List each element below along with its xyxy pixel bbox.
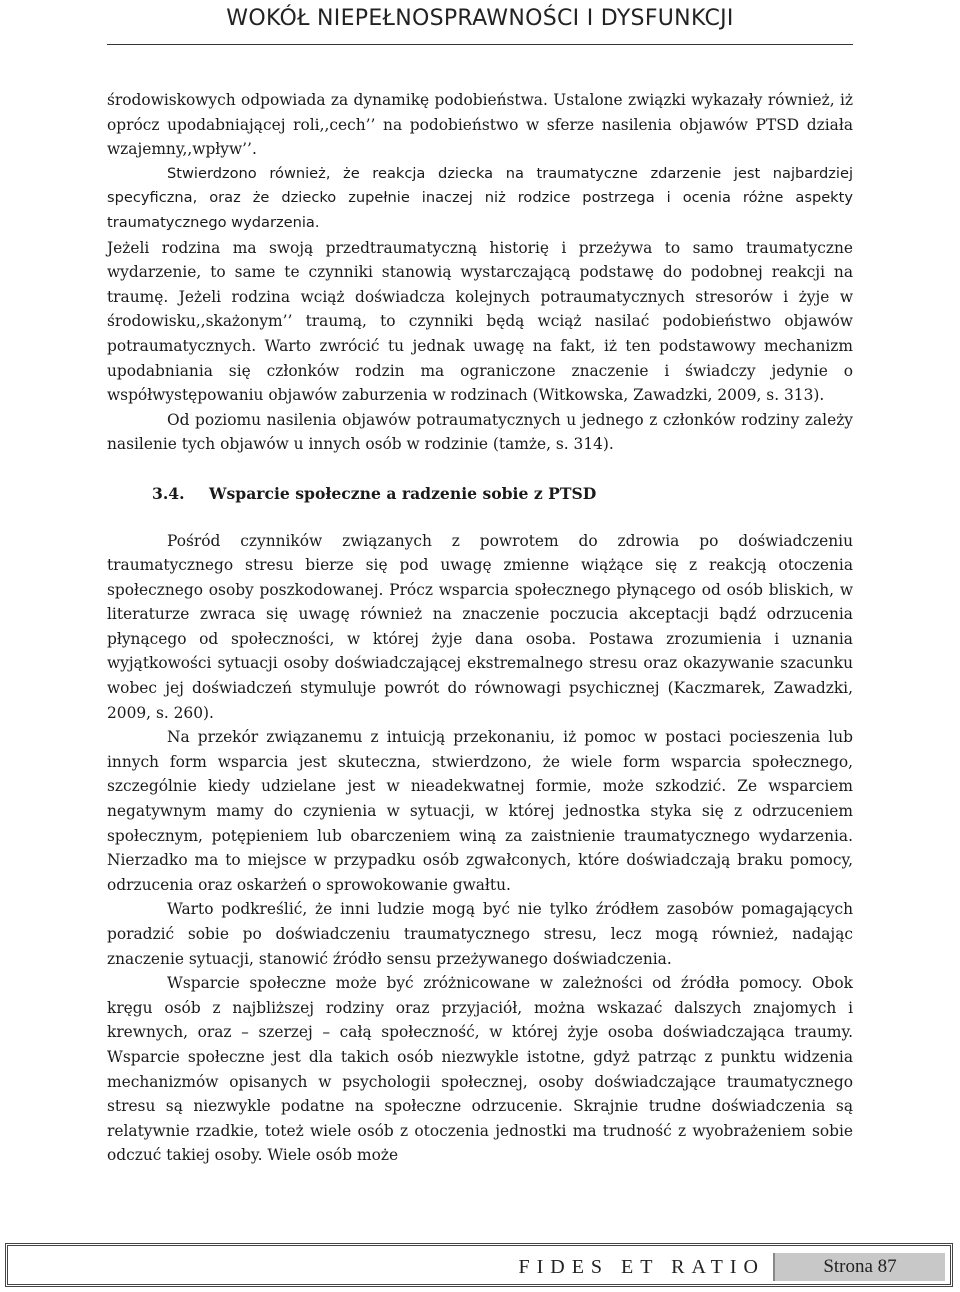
footer-motto: FIDES ET RATIO bbox=[518, 1256, 765, 1278]
running-header: WOKÓŁ NIEPEŁNOSPRAWNOŚCI I DYSFUNKCJI bbox=[226, 6, 734, 31]
paragraph-support-sources: Wsparcie społeczne może być zróżnicowane w zależności od źródła pomocy. Obok kręgu osób z najbliższej rodziny oraz przyjaciół, można wskazać dalszych znajomych i krewnych, oraz – szerzej – całą społeczność, w której żyje osoba doświadczająca traumy. Wsparcie społeczne jest dla takich osób niezwykle istotne, gdyż patrząc z punktu widzenia mechanizmów opisanych w psychologii społecznej, osoby doświadczające traumatycznego stresu są niezwykle podatne na społeczne odrzucenie. Skrajnie trudne doświadczenia są relatywnie rzadkie, toteż wiele osób z otoczenia jednostki ma trudność z wyobrażeniem sobie odczuć takiej osoby. Wiele osób może bbox=[107, 974, 853, 1165]
section-heading bbox=[107, 482, 853, 507]
page-number: Strona 87 bbox=[773, 1253, 945, 1281]
paragraph-meaning-source: Warto podkreślić, że inni ludzie mogą być nie tylko źródłem zasobów pomagających poradzić sobie po doświadczeniu traumatycznego stresu, lecz mogą również, nadając znaczenie sytuacji, stanowić źródło sensu przeżywanego doświadczenia. bbox=[107, 900, 853, 968]
page-footer bbox=[5, 1243, 953, 1287]
paragraph-recovery-factors: Pośród czynników związanych z powrotem do zdrowia po doświadczeniu traumatycznego stresu bierze się pod uwagę zmienne wiążące się z reakcją otoczenia społecznego osoby poszkodowanej. Prócz wsparcia społecznego płynącego od osób bliskich, w literaturze zwraca się uwagę również na znaczenie poczucia akceptacji bądź odrzucenia płynącego od społeczności, w której żyje dana osoba. Postawa zrozumienia i uznania wyjątkowości sytuacji osoby doświadczającej ekstremalnego stresu oraz okazywanie szacunku wobec jej doświadczeń stymuluje powrót do równowagi psychicznej (Kaczmarek, Zawadzki, 2009, s. 260). bbox=[107, 531, 853, 722]
paragraph-family-history: Jeżeli rodzina ma swoją przedtraumatyczną historię i przeżywa to samo traumatyczne wydarzenie, to same te czynniki stanowią wystarczającą podstawę do podobnej reakcji na traumę. Jeżeli rodzina wciąż doświadcza kolejnych potraumatycznych stresorów i żyje w środowisku,,skażonym’’ traumą, to czynniki będą wciąż nasilać podobieństwo objawów potraumatycznych. Warto zwrócić tu jednak uwagę na fakt, iż ten podstawowy mechanizm upodabniania się członków rodzin ma ograniczone znaczenie i świadczy jedynie o współwystępowaniu objawów zaburzenia w rodzinach (Witkowska, Zawadzki, 2009, s. 313). bbox=[107, 238, 853, 405]
header-divider bbox=[107, 44, 853, 45]
paragraph-continuation: środowiskowych odpowiada za dynamikę podobieństwa. Ustalone związki wykazały również, iż oprócz upodabniającej roli,,cech’’ na podobieństwo w sferze nasilenia objawów PTSD działa wzajemny,,wpływ’’. bbox=[107, 91, 853, 159]
paragraph-negative-support: Na przekór związanemu z intuicją przekonaniu, iż pomoc w postaci pocieszenia lub innych form wsparcia jest skuteczna, stwierdzono, że wiele form wsparcia społecznego, szczególnie kiedy udzielane jest w nieadekwatnej formie, może szkodzić. Ze wsparciem negatywnym mamy do czynienia w sytuacji, w której jednostka styka się z odrzuceniem społecznym, potępieniem lub obarczeniem winą za zaistnienie traumatycznego wydarzenia. Nierzadko ma to miejsce w przypadku osób zgwałconych, które doświadczają braku pomocy, odrzucenia oraz oskarżeń o sprowokowanie gwałtu. bbox=[107, 728, 853, 894]
page-body bbox=[107, 88, 853, 1168]
paragraph-child-reaction: Stwierdzono również, że reakcja dziecka na traumatyczne zdarzenie jest najbardziej specyficzna, oraz że dziecko zupełnie inaczej niż rodzice postrzega i ocenia różne aspekty traumatycznego wydarzenia. bbox=[107, 164, 853, 231]
section-number: 3.4. bbox=[152, 483, 185, 503]
section-title: Wsparcie społeczne a radzenie sobie z PTSD bbox=[209, 483, 597, 503]
paragraph-symptom-level: Od poziomu nasilenia objawów potraumatycznych u jednego z członków rodziny zależy nasilenie tych objawów u innych osób w rodzinie (tamże, s. 314). bbox=[107, 410, 853, 454]
